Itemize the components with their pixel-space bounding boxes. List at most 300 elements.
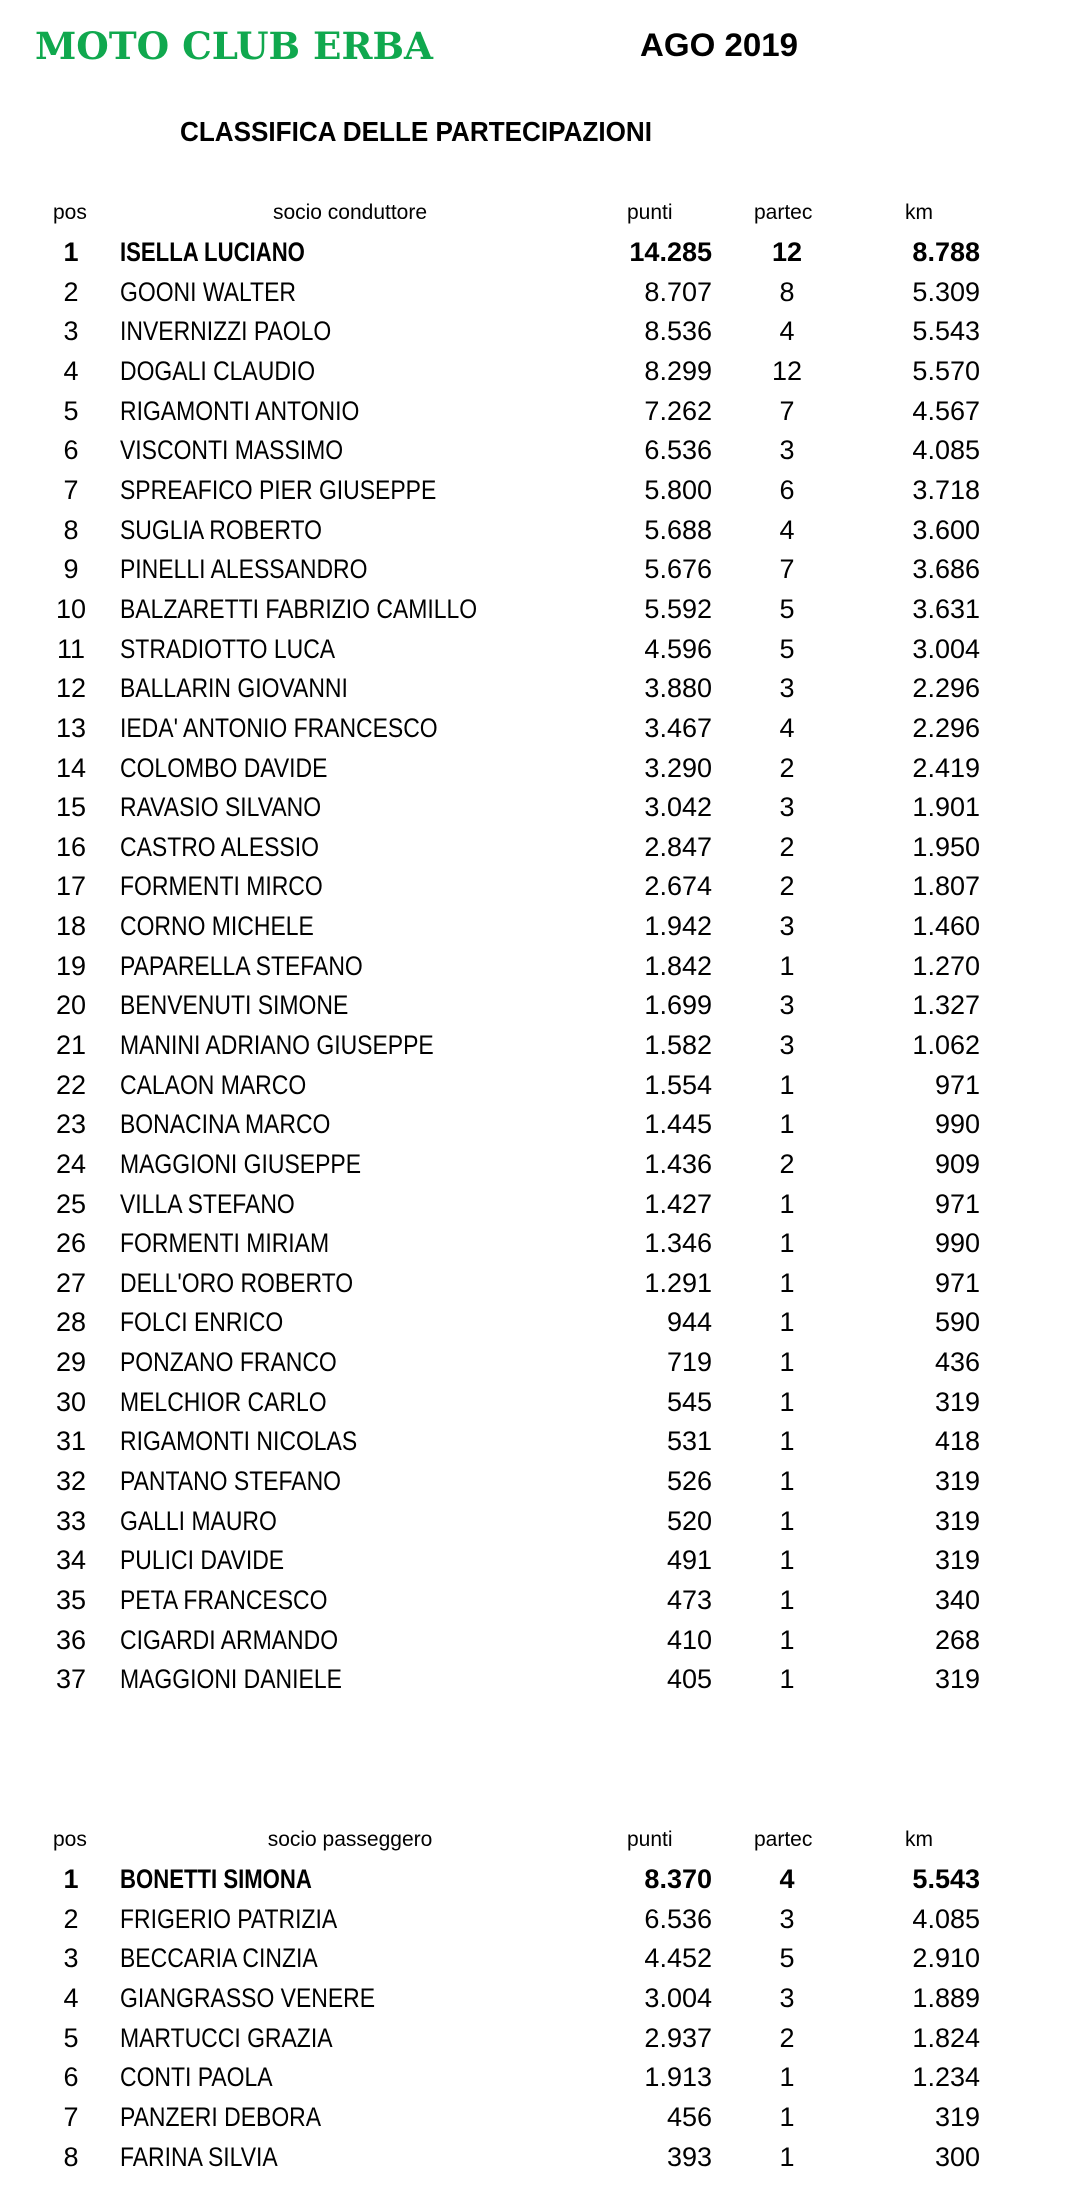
cell-name [120,1422,399,1462]
cell-partec: 1 [779,1545,795,1576]
cell-partec: 1 [779,1584,795,1615]
cell-partec: 1 [779,1624,795,1655]
cell-punti: 2.674 [644,871,712,902]
member-name: ISELLA LUCIANO [120,237,305,268]
cell-punti: 1.582 [644,1030,712,1060]
table-row [0,630,1068,670]
cell-partec: 5 [779,593,795,624]
member-name: MAGGIONI GIUSEPPE [120,1148,362,1179]
cell-partec: 5 [779,1943,795,1974]
cell-km: 5.543 [912,1864,980,1895]
cell-km: 4.085 [912,1903,980,1934]
cell-km: 3.631 [912,593,980,624]
cell-punti: 1.842 [644,950,712,981]
cell-name [120,1185,326,1225]
table-row [0,2058,1068,2098]
cell-punti: 1.291 [644,1267,712,1298]
cell-punti: 6.536 [644,1903,712,1934]
cell-partec: 1 [779,950,795,981]
cell-pos: 19 [55,950,87,981]
cell-punti: 2.937 [644,2022,712,2053]
cell-name [120,471,492,511]
cell-pos: 5 [63,2022,79,2053]
table-row [0,1621,1068,1661]
member-name: FORMENTI MIRIAM [120,1228,330,1259]
cell-km: 3.686 [912,554,980,585]
cell-km: 319 [934,1664,980,1695]
cell-partec: 3 [779,435,795,466]
table-row [0,986,1068,1026]
cell-pos: 24 [55,1148,87,1179]
cell-pos: 23 [55,1109,87,1140]
cell-punti: 944 [666,1307,712,1338]
column-header-punti: punti [627,1828,673,1851]
cell-km: 2.419 [912,752,980,783]
cell-pos: 7 [63,2102,79,2133]
cell-punti: 6.536 [644,435,712,466]
column-header-partec: partec [754,201,813,224]
member-name: BONETTI SIMONA [120,1864,312,1895]
cell-partec: 1 [779,1228,795,1259]
cell-partec: 1 [779,1267,795,1298]
cell-name [120,669,388,709]
cell-km: 4.567 [912,395,980,426]
member-name: BALLARIN GIOVANNI [120,673,348,704]
cell-km: 319 [934,2102,980,2133]
cell-name [120,1066,339,1106]
member-name: MAGGIONI DANIELE [120,1664,342,1695]
cell-name [120,1581,364,1621]
passengers-table-body [0,1860,1068,2177]
cell-km: 1.950 [912,831,980,862]
table-row [0,312,1068,352]
cell-km: 268 [934,1624,980,1655]
member-name: MANINI ADRIANO GIUSEPPE [120,1030,434,1060]
cell-punti: 405 [666,1664,712,1695]
table-row [0,1145,1068,1185]
member-name: FARINA SILVIA [120,2141,278,2172]
cell-partec: 12 [771,237,803,268]
cell-punti: 3.290 [644,752,712,783]
table-row [0,1383,1068,1423]
table-row [0,1660,1068,1700]
table-row [0,1264,1068,1304]
cell-pos: 8 [63,2141,79,2172]
cell-name [120,947,406,987]
cell-km: 4.085 [912,435,980,466]
cell-name [120,1621,377,1661]
cell-pos: 28 [55,1307,87,1338]
cell-partec: 1 [779,1109,795,1140]
table-row [0,1541,1068,1581]
table-row [0,471,1068,511]
cell-punti: 3.467 [644,712,712,743]
member-name: SPREAFICO PIER GIUSEPPE [120,475,437,506]
cell-km: 319 [934,1386,980,1417]
column-header-pos: pos [53,1828,87,1851]
cell-partec: 1 [779,1347,795,1378]
club-title-text: MOTO CLUB ERBA [35,24,433,68]
member-name: PONZANO FRANCO [120,1347,337,1378]
cell-partec: 5 [779,633,795,664]
member-name: GOONI WALTER [120,276,296,307]
member-name: RAVASIO SILVANO [120,792,322,823]
cell-pos: 12 [55,673,87,704]
table-row [0,867,1068,907]
cell-km: 1.807 [912,871,980,902]
table-row [0,2098,1068,2138]
cell-km: 436 [934,1347,980,1378]
cell-pos: 11 [56,633,86,664]
cell-partec: 1 [779,1505,795,1536]
cell-km: 3.718 [912,475,980,506]
member-name: CASTRO ALESSIO [120,831,319,862]
cell-km: 971 [934,1267,980,1298]
cell-pos: 17 [55,871,87,902]
cell-name [120,1502,305,1542]
member-name: CALAON MARCO [120,1069,307,1100]
cell-punti: 8.370 [644,1864,712,1895]
cell-partec: 1 [779,1426,795,1457]
cell-name [120,986,389,1026]
cell-km: 2.296 [912,673,980,704]
cell-name [120,1026,489,1066]
member-name: VILLA STEFANO [120,1188,295,1219]
page-subtitle [180,113,687,151]
cell-partec: 1 [779,1307,795,1338]
cell-partec: 1 [779,2141,795,2172]
cell-pos: 2 [63,1903,79,1934]
table-row [0,590,1068,630]
cell-name [120,1105,368,1145]
cell-punti: 1.913 [644,2062,712,2093]
cell-km: 340 [934,1584,980,1615]
cell-km: 909 [934,1148,980,1179]
cell-name [120,2058,300,2098]
cell-punti: 3.880 [644,673,712,704]
cell-punti: 526 [666,1466,712,1497]
cell-km: 971 [934,1188,980,1219]
cell-km: 5.570 [912,356,980,387]
cell-partec: 4 [779,712,795,743]
table-row [0,1185,1068,1225]
cell-punti: 1.436 [644,1148,712,1179]
column-header-name: socio conduttore [272,201,428,224]
cell-punti: 5.800 [644,475,712,506]
member-name: RIGAMONTI NICOLAS [120,1426,358,1457]
table-row [0,907,1068,947]
cell-name [120,1383,363,1423]
column-header-punti: punti [627,201,673,224]
cell-name [120,2019,370,2059]
cell-name [120,1900,376,1940]
cell-punti: 456 [666,2102,712,2133]
club-title [35,24,433,68]
cell-partec: 7 [779,395,795,426]
table-row [0,1979,1068,2019]
cell-km: 1.901 [912,792,980,823]
cell-partec: 7 [779,554,795,585]
cell-name [120,709,494,749]
cell-pos: 3 [63,1943,79,1974]
cell-punti: 7.262 [644,395,712,426]
cell-punti: 4.452 [644,1943,712,1974]
cell-punti: 4.596 [644,633,712,664]
table-row [0,1066,1068,1106]
cell-name [120,1343,375,1383]
cell-km: 3.004 [912,633,980,664]
cell-pos: 6 [63,2062,79,2093]
cell-name [120,352,350,392]
cell-km: 8.788 [912,237,980,268]
cell-pos: 15 [55,792,87,823]
cell-pos: 10 [55,593,87,624]
cell-name [120,511,358,551]
table-row [0,1581,1068,1621]
cell-punti: 5.688 [644,514,712,545]
cell-punti: 3.042 [644,792,712,823]
cell-pos: 7 [63,475,79,506]
cell-km: 1.889 [912,1983,980,2014]
cell-name [120,1224,366,1264]
cell-name [120,1860,354,1900]
cell-km: 319 [934,1545,980,1576]
cell-partec: 1 [779,2102,795,2133]
member-name: PULICI DAVIDE [120,1545,285,1576]
member-name: FOLCI ENRICO [120,1307,284,1338]
cell-km: 418 [934,1426,980,1457]
cell-pos: 33 [55,1505,87,1536]
member-name: BECCARIA CINZIA [120,1943,318,1974]
cell-punti: 8.707 [644,276,712,307]
cell-punti: 3.004 [644,1983,712,2014]
cell-partec: 3 [779,1030,795,1060]
cell-punti: 393 [666,2141,712,2172]
cell-pos: 36 [55,1624,87,1655]
cell-km: 1.270 [912,950,980,981]
cell-partec: 4 [779,1864,795,1895]
table-row [0,788,1068,828]
table-row [0,828,1068,868]
member-name: SUGLIA ROBERTO [120,514,322,545]
cell-name [120,1541,313,1581]
column-header-pos: pos [53,201,87,224]
cell-partec: 1 [779,1188,795,1219]
cell-name [120,867,358,907]
cell-partec: 8 [779,276,795,307]
subtitle-text: CLASSIFICA DELLE PARTECIPAZIONI [180,116,652,147]
table-row [0,1900,1068,1940]
cell-punti: 410 [666,1624,712,1655]
cell-partec: 3 [779,990,795,1021]
table-row [0,2019,1068,2059]
cell-km: 319 [934,1505,980,1536]
cell-name [120,233,346,273]
cell-km: 1.234 [912,2062,980,2093]
cell-pos: 34 [55,1545,87,1576]
cell-pos: 4 [63,356,79,387]
cell-punti: 8.299 [644,356,712,387]
table-row [0,352,1068,392]
cell-partec: 1 [779,1386,795,1417]
table-row [0,511,1068,551]
cell-punti: 531 [666,1426,712,1457]
cell-partec: 1 [779,1466,795,1497]
cell-km: 1.824 [912,2022,980,2053]
cell-pos: 14 [55,752,87,783]
table-row [0,550,1068,590]
cell-km: 5.543 [912,316,980,347]
cell-pos: 1 [63,237,79,268]
drivers-table-body [0,233,1068,1700]
cell-km: 2.296 [912,712,980,743]
member-name: INVERNIZZI PAOLO [120,316,332,347]
cell-km: 1.460 [912,911,980,942]
table-row [0,1224,1068,1264]
table-row [0,1026,1068,1066]
cell-name [120,431,383,471]
member-name: IEDA' ANTONIO FRANCESCO [120,712,438,743]
member-name: VISCONTI MASSIMO [120,435,344,466]
cell-partec: 2 [779,871,795,902]
member-name: STRADIOTTO LUCA [120,633,336,664]
cell-km: 5.309 [912,276,980,307]
cell-partec: 2 [779,1148,795,1179]
member-name: CIGARDI ARMANDO [120,1624,339,1655]
cell-partec: 3 [779,792,795,823]
cell-pos: 37 [55,1664,87,1695]
cell-punti: 1.699 [644,990,712,1021]
cell-pos: 6 [63,435,79,466]
column-header-partec: partec [754,1828,813,1851]
member-name: FRIGERIO PATRIZIA [120,1903,338,1934]
member-name: DOGALI CLAUDIO [120,356,316,387]
table-row [0,1939,1068,1979]
cell-partec: 1 [779,2062,795,2093]
member-name: BONACINA MARCO [120,1109,331,1140]
table-row [0,2138,1068,2178]
cell-punti: 473 [666,1584,712,1615]
member-name: CONTI PAOLA [120,2062,273,2093]
cell-km: 319 [934,1466,980,1497]
cell-punti: 1.427 [644,1188,712,1219]
cell-pos: 8 [63,514,79,545]
table-row [0,947,1068,987]
cell-name [120,2138,306,2178]
cell-punti: 1.346 [644,1228,712,1259]
cell-partec: 2 [779,752,795,783]
cell-partec: 3 [779,911,795,942]
cell-name [120,550,411,590]
member-name: MARTUCCI GRAZIA [120,2022,333,2053]
cell-pos: 31 [55,1426,87,1457]
cell-pos: 27 [55,1267,87,1298]
period-label [640,25,798,65]
table-row [0,431,1068,471]
cell-pos: 30 [55,1386,87,1417]
member-name: BALZARETTI FABRIZIO CAMILLO [120,593,478,624]
cell-partec: 3 [779,1903,795,1934]
member-name: PANZERI DEBORA [120,2102,322,2133]
cell-name [120,1660,381,1700]
cell-punti: 14.285 [629,237,712,268]
cell-punti: 5.676 [644,554,712,585]
cell-km: 990 [934,1228,980,1259]
cell-name [120,312,369,352]
cell-km: 990 [934,1109,980,1140]
member-name: PINELLI ALESSANDRO [120,554,368,585]
cell-punti: 491 [666,1545,712,1576]
cell-punti: 1.554 [644,1069,712,1100]
cell-name [120,828,354,868]
cell-pos: 3 [63,316,79,347]
cell-name [120,1264,394,1304]
cell-km: 2.910 [912,1943,980,1974]
cell-pos: 18 [55,911,87,942]
cell-name [120,630,373,670]
member-name: PANTANO STEFANO [120,1466,342,1497]
cell-partec: 1 [779,1069,795,1100]
table-row [0,1860,1068,1900]
cell-km: 300 [934,2141,980,2172]
cell-partec: 3 [779,1983,795,2014]
table-row [0,1502,1068,1542]
cell-pos: 4 [63,1983,79,2014]
member-name: GIANGRASSO VENERE [120,1983,376,2014]
cell-partec: 4 [779,514,795,545]
column-header-km: km [905,201,933,224]
member-name: BENVENUTI SIMONE [120,990,349,1021]
table-row [0,669,1068,709]
cell-name [120,2098,357,2138]
cell-name [120,590,540,630]
cell-pos: 25 [55,1188,87,1219]
table-row [0,1462,1068,1502]
cell-pos: 13 [55,712,87,743]
table-row [0,233,1068,273]
table-row [0,273,1068,313]
drivers-table-header [0,198,1068,228]
column-header-km: km [905,1828,933,1851]
cell-punti: 520 [666,1505,712,1536]
cell-pos: 16 [55,831,87,862]
cell-partec: 2 [779,831,795,862]
cell-name [120,788,357,828]
cell-name [120,1303,312,1343]
table-row [0,749,1068,789]
cell-km: 1.327 [912,990,980,1021]
member-name: CORNO MICHELE [120,911,314,942]
column-header-name: socio passeggero [267,1828,433,1851]
cell-pos: 5 [63,395,79,426]
table-row [0,1105,1068,1145]
cell-pos: 9 [63,554,79,585]
cell-name [120,1145,404,1185]
cell-partec: 12 [771,356,803,387]
cell-name [120,1939,353,1979]
cell-name [120,392,402,432]
cell-name [120,907,348,947]
table-row [0,392,1068,432]
member-name: RIGAMONTI ANTONIO [120,395,360,426]
cell-pos: 29 [55,1347,87,1378]
cell-punti: 545 [666,1386,712,1417]
cell-pos: 2 [63,276,79,307]
cell-punti: 1.445 [644,1109,712,1140]
cell-punti: 1.942 [644,911,712,942]
member-name: PETA FRANCESCO [120,1584,328,1615]
member-name: GALLI MAURO [120,1505,277,1536]
